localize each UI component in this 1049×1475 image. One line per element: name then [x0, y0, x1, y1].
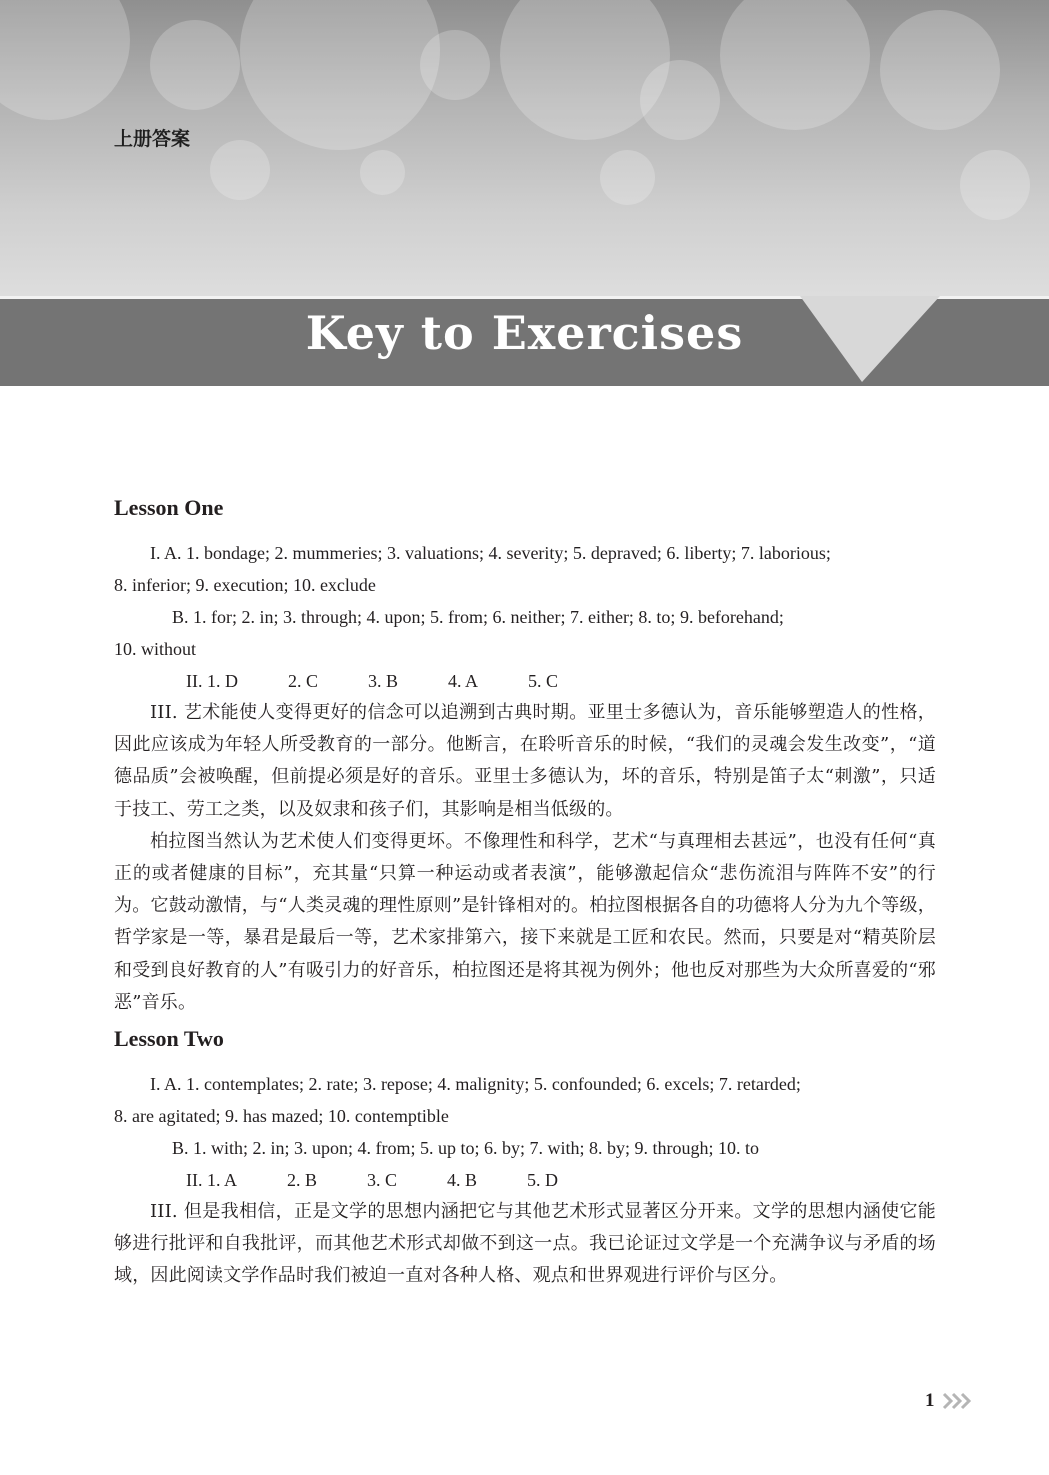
choice-answer: 4. A [448, 671, 479, 691]
choice-answer: 2. C [288, 671, 319, 691]
bokeh-circle [420, 30, 490, 100]
bokeh-circle [360, 150, 405, 195]
bokeh-circle [240, 0, 440, 150]
translation-paragraph: 柏拉图当然认为艺术使人们变得更坏。不像理性和科学，艺术“与真理相去甚远”，也没有任何“真正的或者健康的目标”，充其量“只算一种运动或者表演”，能够激起信众“悲伤流泪与阵阵不安”的行为。它鼓动激情，与“人类灵魂的理性原则”是针锋相对的。柏拉图根据各自的功德将人分为九个等级，哲学家是一等，暴君是最后一等，艺术家排第六，接下来就是工匠和农民。然而，只要是对“精英阶层和受到良好教育的人”有吸引力的好音乐，柏拉图还是将其视为例外；他也反对那些为大众所喜爱的“邪恶”音乐。 [114, 830, 936, 1013]
header-subtitle: 上册答案 [114, 128, 191, 150]
bokeh-circle [720, 0, 870, 130]
answer-content [114, 492, 936, 1293]
bokeh-circle [0, 0, 130, 120]
answer-line: I. A. 1. contemplates; 2. rate; 3. repose; 4. malignity; 5. confounded; 6. excels; 7. retarded; [150, 1074, 801, 1095]
choice-answer: 2. B [287, 1170, 318, 1191]
lesson-heading: Lesson One [114, 495, 224, 520]
bokeh-circle [600, 150, 655, 205]
choice-answer: 5. C [528, 671, 559, 691]
double-chevron-right-icon [942, 1392, 972, 1410]
choice-answer: 4. B [447, 1170, 478, 1191]
answer-line: 8. inferior; 9. execution; 10. exclude [114, 575, 376, 595]
bokeh-circle [640, 60, 720, 140]
choice-answer: II. 1. A [186, 1170, 237, 1191]
bokeh-circle [960, 150, 1030, 220]
translation-paragraph: III. 但是我相信，正是文学的思想内涵把它与其他艺术形式显著区分开来。文学的思想内涵使它能够进行批评和自我批评，而其他艺术形式却做不到这一点。我已论证过文学是一个充满争议与矛盾的场域，因此阅读文学作品时我们被迫一直对各种人格、观点和世界观进行评价与区分。 [114, 1201, 936, 1287]
page-title: Key to Exercises [305, 306, 744, 360]
answer-line: 10. without [114, 639, 197, 659]
page-number: 1 [925, 1390, 935, 1411]
choice-answers [114, 665, 936, 697]
lesson-heading: Lesson Two [114, 1026, 224, 1052]
answer-line: I. A. 1. bondage; 2. mummeries; 3. valuations; 4. severity; 5. depraved; 6. liberty; 7. laborious; [150, 543, 831, 563]
answer-line: B. 1. with; 2. in; 3. upon; 4. from; 5. up to; 6. by; 7. with; 8. by; 9. through; 10. to [172, 1138, 760, 1159]
choice-answer: 5. D [527, 1170, 559, 1191]
choice-answers [114, 1164, 936, 1196]
translation-paragraph: III. 艺术能使人变得更好的信念可以追溯到古典时期。亚里士多德认为，音乐能够塑造人的性格，因此应该成为年轻人所受教育的一部分。他断言，在聆听音乐的时候，“我们的灵魂会发生改变”，“道德品质”会被唤醒，但前提必须是好的音乐。亚里士多德认为，坏的音乐，特别是笛子太“刺激”，只适于技工、劳工之类，以及奴隶和孩子们，其影响是相当低级的。 [114, 702, 936, 820]
bokeh-circle [210, 140, 270, 200]
answer-line: B. 1. for; 2. in; 3. through; 4. upon; 5. from; 6. neither; 7. either; 8. to; 9. beforehand; [172, 607, 784, 627]
choice-answer: II. 1. D [186, 671, 238, 691]
bokeh-circle [880, 10, 1000, 130]
bokeh-circle [150, 20, 240, 110]
answer-line: 8. are agitated; 9. has mazed; 10. contemptible [114, 1106, 449, 1127]
choice-answer: 3. C [367, 1170, 398, 1191]
choice-answer: 3. B [368, 671, 399, 691]
